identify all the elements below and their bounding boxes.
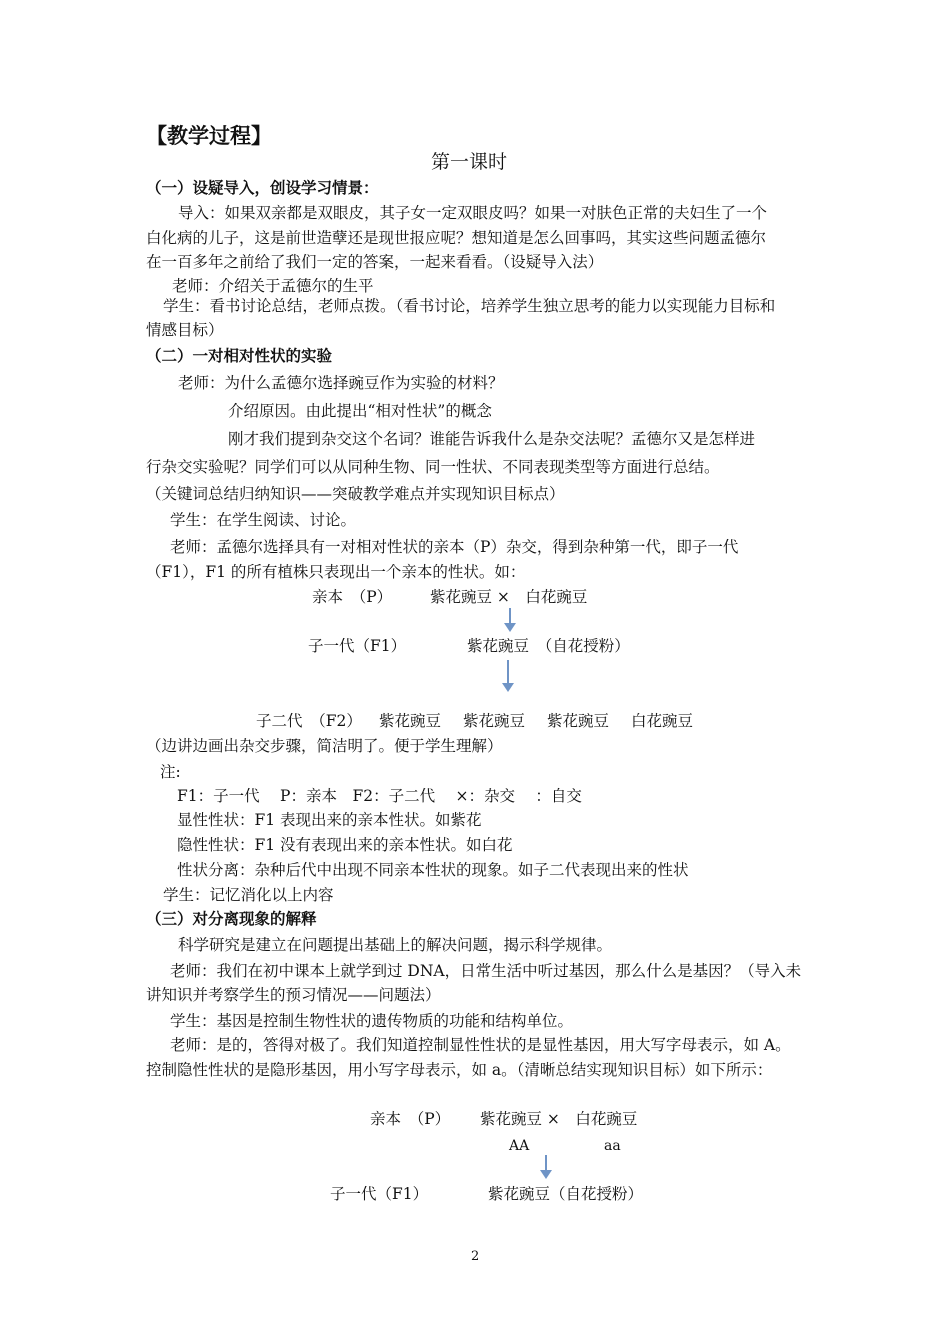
sec3-teacher2-line2: 控制隐性性状的是隐形基因，用小写字母表示，如 a。（清晰总结实现知识目标）如下所示： [146, 1061, 773, 1079]
notes-dominant: 显性性状：F1 表现出来的亲本性状。如紫花 [177, 811, 482, 829]
sec2-question3-line2: 行杂交实验呢？同学们可以从同种生物、同一性状、不同表现类型等方面进行总结。 [146, 458, 720, 476]
sec2-question1: 老师：为什么孟德尔选择豌豆作为实验的材料？ [178, 374, 504, 392]
sec3-title: （三）对分离现象的解释 [146, 910, 317, 928]
sec3-student: 学生：基因是控制生物性状的遗传物质的功能和结构单位。 [170, 1012, 574, 1030]
section-heading: 【教学过程】 [146, 124, 272, 148]
sec3-teacher1-line1: 老师：我们在初中课本上就学到过 DNA，日常生活中听过基因，那么什么是基因？（导入未 [170, 962, 802, 980]
diagram2-genotype-dominant: AA [509, 1138, 530, 1154]
sec2-question3-line1: 刚才我们提到杂交这个名词？谁能告诉我什么是杂交法呢？孟德尔又是怎样进 [228, 430, 756, 448]
lesson-title: 第一课时 [431, 151, 508, 173]
after-diagram-note: （边讲边画出杂交步骤，简洁明了。便于学生理解） [146, 737, 503, 755]
sec1-teacher: 老师：介绍关于孟德尔的生平 [172, 277, 374, 295]
notes-title: 注: [160, 763, 181, 781]
diagram1-f2-value: 紫花豌豆 [379, 712, 442, 730]
sec2-teacher-line2: （F1），F1 的所有植株只表现出一个亲本的性状。如： [146, 563, 526, 581]
sec1-title: （一）设疑导入，创设学习情景： [146, 179, 379, 197]
diagram2-f1-value: 紫花豌豆（自花授粉） [488, 1185, 644, 1203]
diagram2-parent-cross: 紫花豌豆 × 白花豌豆 [480, 1110, 638, 1128]
notes-student: 学生：记忆消化以上内容 [163, 886, 334, 904]
diagram1-f2-value: 紫花豌豆 [547, 712, 610, 730]
diagram2-parent-label: 亲本 （P） [370, 1110, 451, 1128]
notes-recessive: 隐性性状：F1 没有表现出来的亲本性状。如白花 [177, 836, 513, 854]
sec2-note: （关键词总结归纳知识——突破教学难点并实现知识目标点） [146, 485, 565, 503]
sec3-teacher2-line1: 老师：是的，答得对极了。我们知道控制显性性状的是显性基因，用大写字母表示，如 A。 [170, 1036, 791, 1054]
sec1-intro-line2: 白化病的儿子，这是前世造孽还是现世报应呢？想知道是怎么回事吗，其实这些问题孟德尔 [146, 229, 767, 247]
sec2-teacher-line1: 老师：孟德尔选择具有一对相对性状的亲本（P）杂交，得到杂种第一代，即子一代 [170, 538, 739, 556]
diagram1-f1-label: 子一代（F1） [308, 637, 407, 655]
diagram1-f1-value: 紫花豌豆 （自花授粉） [467, 637, 630, 655]
diagram2-arrow [536, 1153, 556, 1181]
diagram1-f2-value: 紫花豌豆 [463, 712, 526, 730]
diagram1-arrow-2 [498, 658, 518, 694]
sec1-intro-line3: 在一百多年之前给了我们一定的答案，一起来看看。（设疑导入法） [146, 253, 604, 271]
diagram1-parent-cross: 紫花豌豆 × 白花豌豆 [430, 588, 588, 606]
sec1-student-line2: 情感目标） [146, 321, 224, 339]
notes-segregation: 性状分离：杂种后代中出现不同亲本性状的现象。如子二代表现出来的性状 [177, 861, 689, 879]
sec2-question2: 介绍原因。由此提出“相对性状”的概念 [228, 402, 492, 420]
diagram1-f2-label: 子二代 （F2） [256, 712, 362, 730]
diagram2-f1-label: 子一代（F1） [330, 1185, 429, 1203]
sec3-teacher1-line2: 讲知识并考察学生的预习情况——问题法） [146, 986, 441, 1004]
sec1-intro-line1: 导入：如果双亲都是双眼皮，其子女一定双眼皮吗？如果一对肤色正常的夫妇生了一个 [178, 204, 768, 222]
diagram1-arrow-1 [500, 606, 520, 634]
sec3-paragraph: 科学研究是建立在问题提出基础上的解决问题，揭示科学规律。 [178, 936, 613, 954]
sec2-title: （二）一对相对性状的实验 [146, 347, 333, 365]
diagram1-parent-label: 亲本 （P） [312, 588, 393, 606]
notes-symbols: F1：子一代 P：亲本 F2：子二代 ×：杂交 ：自交 [177, 787, 582, 805]
page-number: 2 [471, 1249, 480, 1264]
diagram2-genotype-recessive: aa [604, 1138, 621, 1154]
sec2-student: 学生：在学生阅读、讨论。 [170, 511, 357, 529]
diagram1-f2-value: 白花豌豆 [631, 712, 694, 730]
sec1-student-line1: 学生：看书讨论总结，老师点拨。（看书讨论，培养学生独立思考的能力以实现能力目标和 [163, 297, 776, 315]
